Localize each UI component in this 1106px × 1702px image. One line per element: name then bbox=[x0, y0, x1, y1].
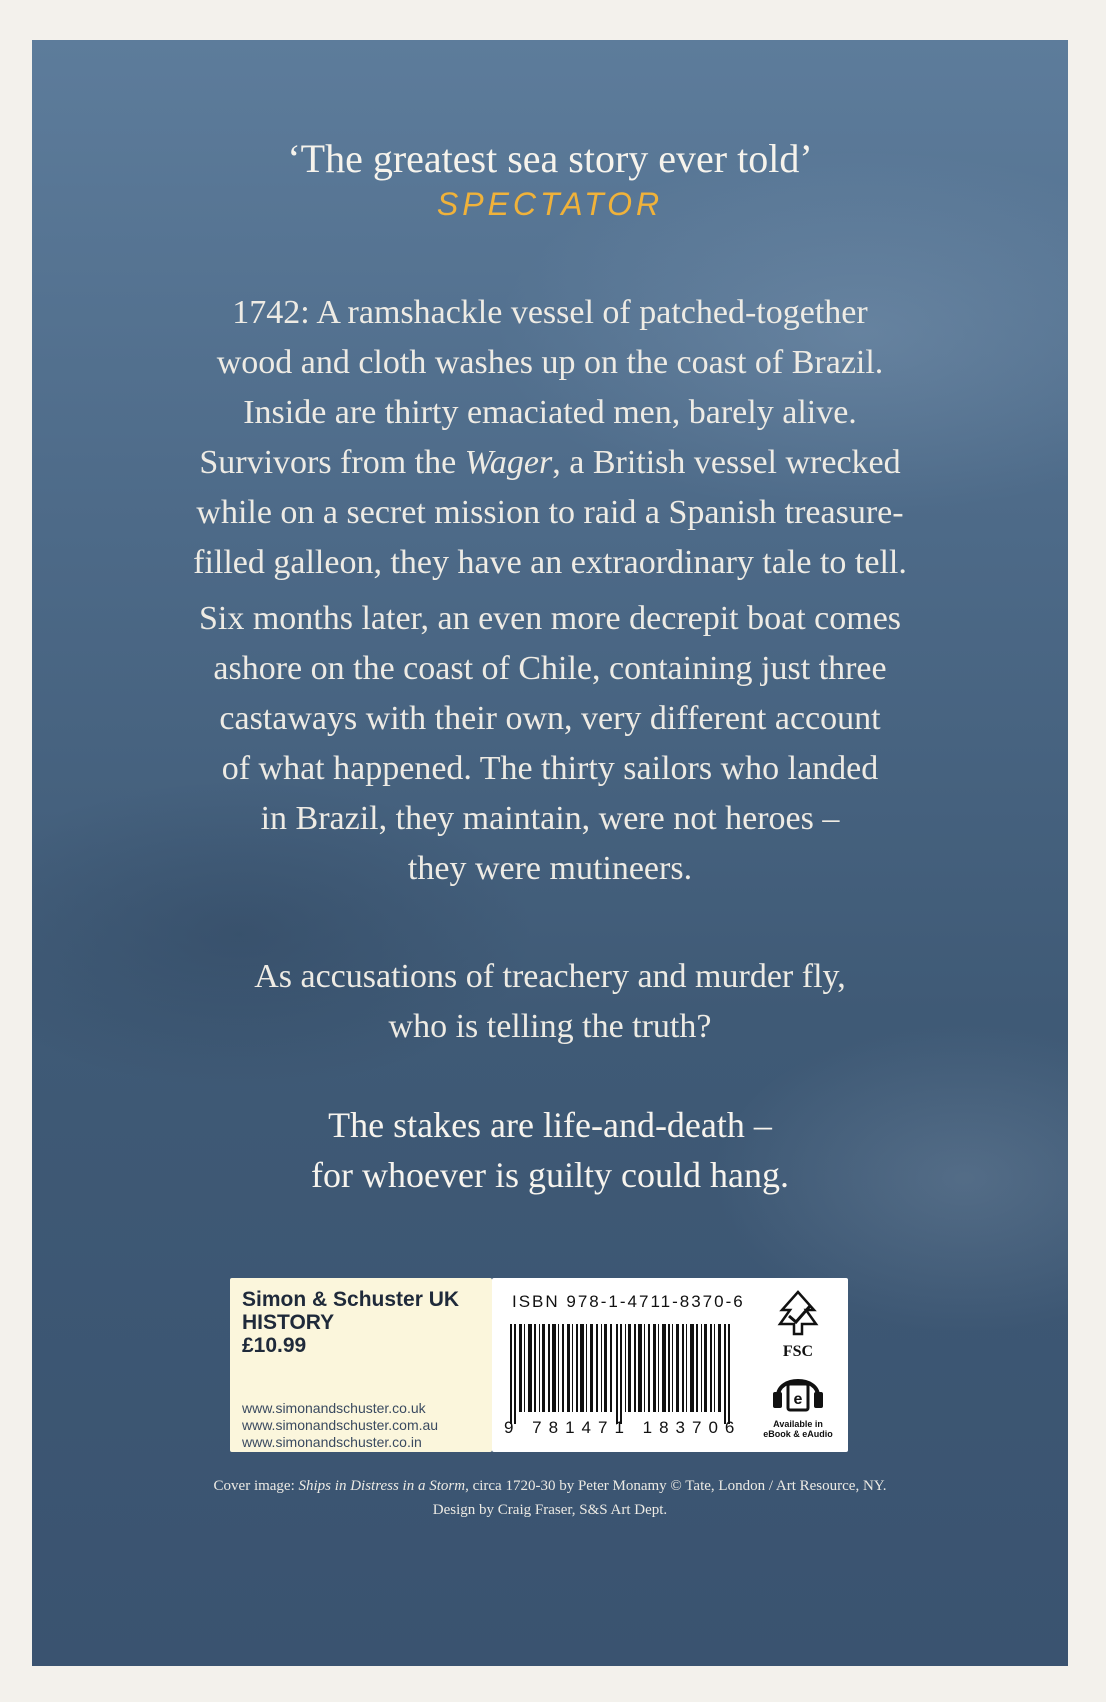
fsc-logo bbox=[760, 1288, 836, 1361]
blurb-paragraph-1 bbox=[92, 288, 1008, 588]
fsc-label: FSC bbox=[782, 1343, 814, 1360]
design-credit: Design by Craig Fraser, S&S Art Dept. bbox=[432, 1502, 668, 1518]
publisher-name: Simon & Schuster UK bbox=[242, 1288, 460, 1311]
blurb-line bbox=[92, 438, 1008, 488]
blurb-line: in Brazil, they maintain, were not heroes – bbox=[260, 800, 840, 837]
ship-name: Wager bbox=[464, 444, 553, 481]
blurb-line: while on a secret mission to raid a Spanish treasure- bbox=[196, 494, 904, 531]
blurb-line: of what happened. The thirty sailors who landed bbox=[221, 750, 879, 787]
blurb-line: castaways with their own, very different account bbox=[219, 700, 881, 737]
url-link[interactable]: www.simonandschuster.com.au bbox=[242, 1417, 439, 1433]
blurb-tagline bbox=[92, 1100, 1008, 1200]
image-credit bbox=[32, 1474, 1068, 1498]
blurb-line: who is telling the truth? bbox=[388, 1008, 712, 1045]
blurb-line: filled galleon, they have an extraordinary tale to tell. bbox=[193, 544, 907, 581]
blurb-line: 1742: A ramshackle vessel of patched-together bbox=[232, 294, 868, 331]
blurb-text: , a British vessel wrecked bbox=[552, 444, 901, 481]
isbn-label: ISBN 978-1-4711-8370-6 bbox=[512, 1292, 745, 1311]
url-link[interactable]: www.simonandschuster.co.uk bbox=[242, 1400, 426, 1416]
credit-text: Cover image: bbox=[213, 1478, 299, 1494]
blurb-line: for whoever is guilty could hang. bbox=[311, 1155, 789, 1195]
blurb-line: Six months later, an even more decrepit boat comes bbox=[198, 600, 902, 637]
svg-text:e: e bbox=[793, 1391, 803, 1408]
blurb-line: they were mutineers. bbox=[407, 850, 693, 887]
blurb-line: wood and cloth washes up on the coast of Brazil. bbox=[216, 344, 884, 381]
ebook-label bbox=[760, 1419, 836, 1439]
ebook-label-line: Available in bbox=[773, 1419, 823, 1429]
url-link[interactable]: www.simonandschuster.co.in bbox=[242, 1434, 422, 1450]
blurb-line: ashore on the coast of Chile, containing just three bbox=[213, 650, 887, 687]
blurb-line: Inside are thirty emaciated men, barely alive. bbox=[243, 394, 857, 431]
blurb-line: As accusations of treachery and murder fly, bbox=[254, 958, 846, 995]
blurb-line: The stakes are life-and-death – bbox=[328, 1105, 772, 1145]
ebook-badge bbox=[760, 1364, 836, 1439]
tree-check-icon bbox=[772, 1288, 824, 1338]
painting-title: Ships in Distress in a Storm bbox=[298, 1478, 466, 1494]
publisher-urls bbox=[242, 1400, 438, 1451]
barcode-panel bbox=[492, 1278, 848, 1452]
price-label: £10.99 bbox=[242, 1334, 307, 1357]
barcode-icon bbox=[510, 1324, 746, 1424]
credit-text: , circa 1720-30 by Peter Monamy © Tate, London / Art Resource, NY. bbox=[465, 1478, 887, 1494]
category-label: HISTORY bbox=[242, 1311, 335, 1334]
cover-credits bbox=[32, 1474, 1068, 1522]
barcode-digits: 9 781471 183706 bbox=[504, 1418, 742, 1437]
ebook-label-line: eBook & eAudio bbox=[763, 1429, 833, 1439]
blurb-paragraph-2 bbox=[92, 594, 1008, 894]
review-quote: ‘The greatest sea story ever told’ bbox=[287, 136, 813, 181]
headphones-ebook-icon bbox=[770, 1364, 826, 1414]
blurb-paragraph-3 bbox=[92, 952, 1008, 1052]
quote-source: SPECTATOR bbox=[436, 186, 664, 222]
publisher-info-box bbox=[230, 1278, 492, 1452]
back-cover bbox=[32, 40, 1068, 1666]
blurb-text: Survivors from the bbox=[199, 444, 465, 481]
